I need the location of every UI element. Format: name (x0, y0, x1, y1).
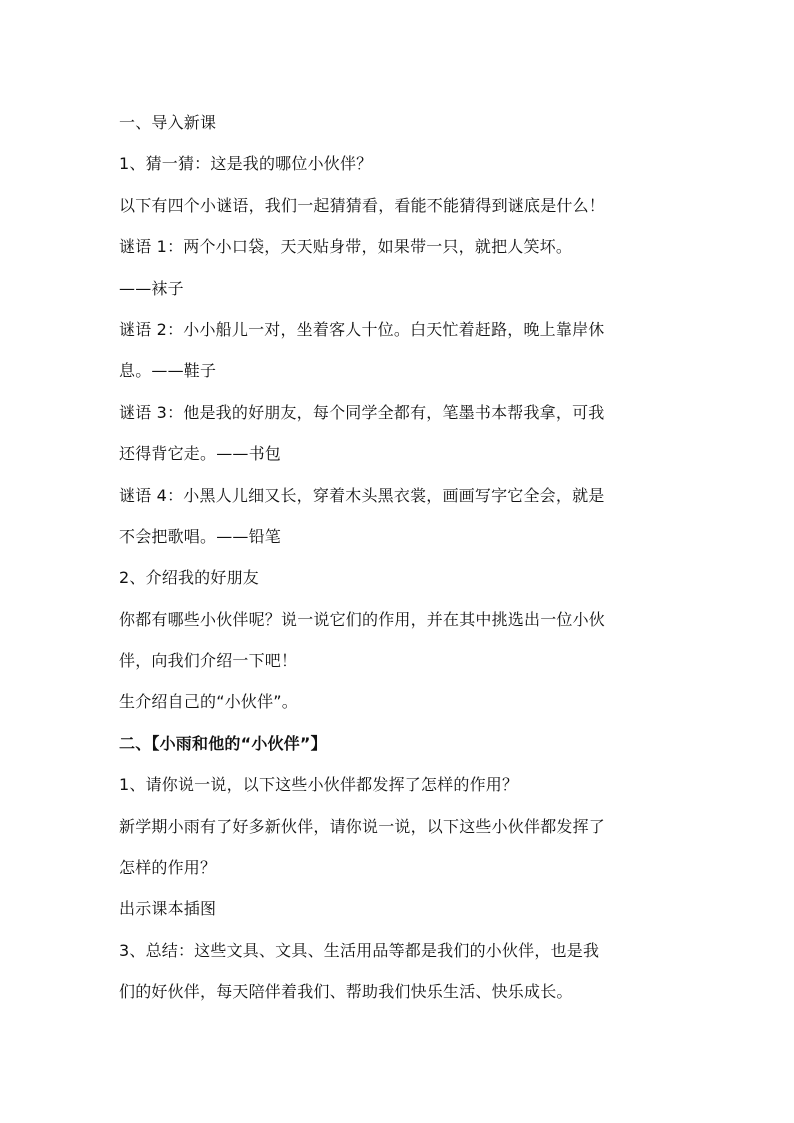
riddle-4-line-2: 不会把歌唱。——铅笔 (119, 526, 282, 546)
paragraph-new-term-line-2: 怎样的作用？ (119, 858, 217, 878)
section-heading-xiaoyu: 二、【小雨和他的“小伙伴”】 (119, 733, 327, 753)
riddle-1-line-1: 谜语 1：两个小口袋，天天贴身带，如果带一只，就把人笑坏。 (119, 237, 573, 257)
subheading-say-it: 1、请你说一说，以下这些小伙伴都发挥了怎样的作用？ (119, 775, 519, 795)
riddle-1-line-2: ——袜子 (119, 278, 184, 298)
paragraph-friends-line-2: 伴，向我们介绍一下吧！ (119, 651, 298, 671)
paragraph-riddle-intro: 以下有四个小谜语，我们一起猜猜看，看能不能猜得到谜底是什么！ (119, 195, 606, 215)
riddle-2-line-1: 谜语 2：小小船儿一对，坐着客人十位。白天忙着赶路，晚上靠岸休 (119, 319, 605, 339)
paragraph-student-intro: 生介绍自己的“小伙伴”。 (119, 692, 298, 712)
paragraph-show-illustration: 出示课本插图 (119, 899, 217, 919)
paragraph-friends-line-1: 你都有哪些小伙伴呢？说一说它们的作用，并在其中挑选出一位小伙 (119, 609, 606, 629)
document-body (119, 102, 679, 1013)
summary-line-1: 3、总结：这些文具、文具、生活用品等都是我们的小伙伴，也是我 (119, 940, 600, 960)
riddle-2-line-2: 息。——鞋子 (119, 361, 217, 381)
subheading-introduce-friend: 2、介绍我的好朋友 (119, 568, 259, 588)
paragraph-new-term-line-1: 新学期小雨有了好多新伙伴，请你说一说，以下这些小伙伴都发挥了 (119, 816, 606, 836)
section-heading-intro: 一、导入新课 (119, 113, 217, 132)
riddle-4-line-1: 谜语 4：小黑人儿细又长，穿着木头黑衣裳，画画写字它全会，就是 (119, 485, 605, 505)
subheading-guess: 1、猜一猜：这是我的哪位小伙伴？ (119, 154, 373, 174)
riddle-3-line-2: 还得背它走。——书包 (119, 444, 282, 464)
summary-line-2: 们的好伙伴，每天陪伴着我们、帮助我们快乐生活、快乐成长。 (119, 982, 573, 1002)
riddle-3-line-1: 谜语 3：他是我的好朋友，每个同学全都有，笔墨书本帮我拿，可我 (119, 402, 605, 422)
